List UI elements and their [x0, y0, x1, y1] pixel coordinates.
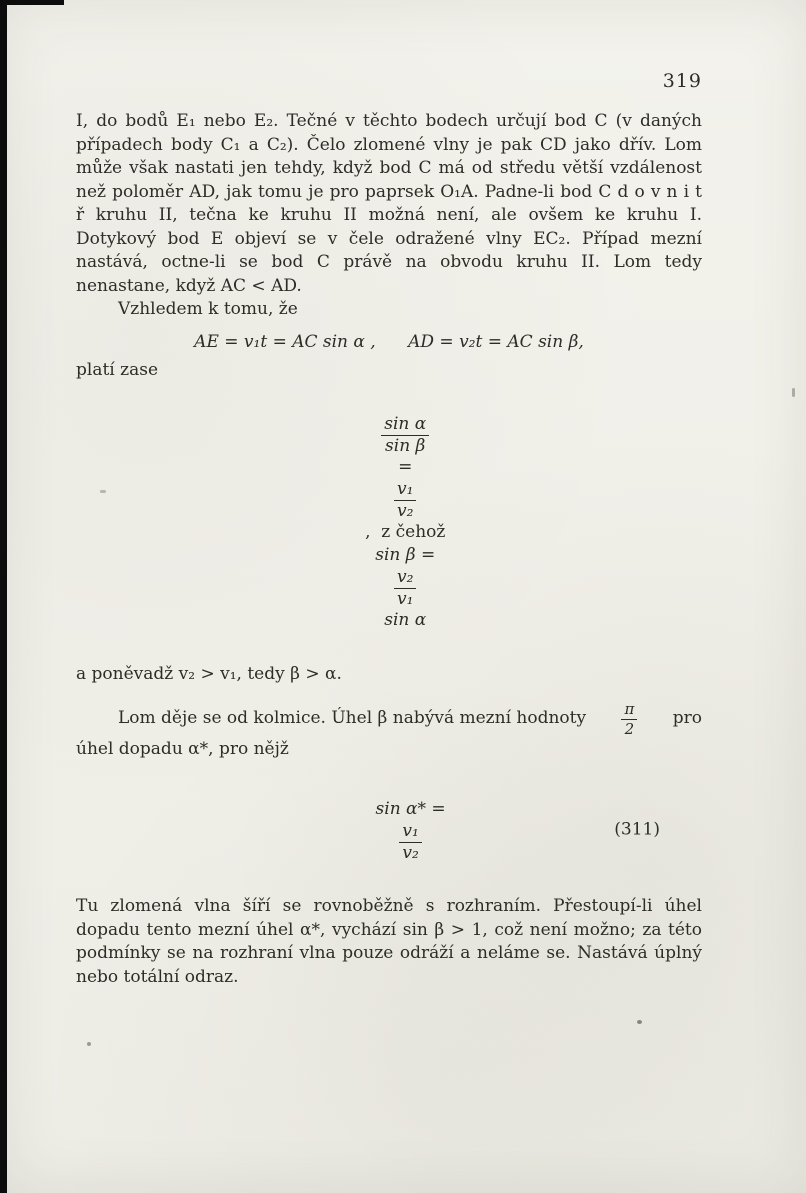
paragraph-plati-zase: platí zase	[76, 360, 159, 380]
scan-speck	[87, 1042, 91, 1046]
paragraph-vzhledem: Vzhledem k tomu, že	[118, 299, 298, 319]
formula-mid-term: sin β =	[375, 545, 436, 566]
fraction-numerator: π	[621, 701, 637, 720]
formula-tail-term: sin α	[384, 609, 427, 630]
paragraph-limit-angle-line2: úhel dopadu α*, pro nějž	[76, 739, 289, 760]
paragraph-limit-angle-line1	[76, 700, 702, 738]
fraction-numerator: sin α	[381, 415, 429, 436]
paragraph-refraction-construction: I, do bodů E₁ nebo E₂. Tečné v těchto bodech určují bod C (v daných případech body C₁ a C₂). Čelo zlomené vlny je pak CD jako dřív. Lom může však nastati jen tehdy, když bod C má od středu větší vzdálenost než poloměr AD, jak tomu je pro paprsek O₁A. Padne-li bod C d o v n i t ř kruhu II, tečna ke kruhu II možná není, ale ovšem ke kruhu I. Dotykový bod E objeví se v čele odražené vlny EC₂. Případ mezní nastává, octne-li se bod C právě na obvodu kruhu II. Lom tedy nenastane, když AC < AD.	[76, 111, 702, 296]
equation-number: (311)	[614, 819, 660, 840]
formula-wavefront-distances: AE = v₁t = AC sin α , AD = v₂t = AC sin β,	[194, 331, 584, 352]
paragraph-total-reflection: Tu zlomená vlna šíří se rovnoběžně s rozhraním. Přestoupí-li úhel dopadu tento mezní úhel α*, vychází sin β > 1, což není možno; za této podmínky se na rozhraní vlna pouze odráží a neláme se. Nastává úplný nebo totální odraz.	[76, 896, 702, 987]
fraction-denominator: sin β	[385, 436, 426, 457]
formula-snell-law	[76, 392, 702, 656]
scan-speck	[100, 490, 106, 493]
fraction-v1-v2	[391, 480, 419, 521]
fraction-denominator: v₁	[397, 588, 414, 609]
limit-angle-text-end: pro	[672, 708, 702, 729]
fraction-v2-v1	[391, 568, 419, 609]
formula-lhs: sin α* =	[375, 799, 446, 820]
equals-sign: =	[398, 457, 413, 478]
fraction-sin-alpha-sin-beta	[378, 415, 432, 456]
scan-edge-top	[0, 0, 64, 5]
limit-angle-text: Lom děje se od kolmice. Úhel β nabývá mezní hodnoty	[118, 708, 587, 729]
formula-row-311	[76, 775, 702, 887]
scan-speck	[792, 388, 795, 397]
fraction-pi-2	[618, 701, 640, 738]
fraction-denominator: 2	[624, 719, 635, 738]
scan-speck	[637, 1020, 642, 1024]
page-content	[76, 110, 702, 989]
fraction-numerator: v₁	[394, 480, 416, 501]
paragraph-ponevadz: a poněvadž v₂ > v₁, tedy β > α.	[76, 663, 342, 684]
formula-connector-text: , z čehož	[365, 521, 446, 542]
fraction-denominator: v₂	[402, 842, 419, 863]
page-number: 319	[662, 70, 702, 92]
fraction-denominator: v₂	[397, 500, 414, 521]
fraction-v1-v2	[396, 822, 424, 863]
fraction-numerator: v₁	[399, 822, 421, 843]
formula-critical-angle	[76, 775, 702, 887]
fraction-numerator: v₂	[394, 568, 416, 589]
scan-edge-left	[0, 0, 7, 1193]
